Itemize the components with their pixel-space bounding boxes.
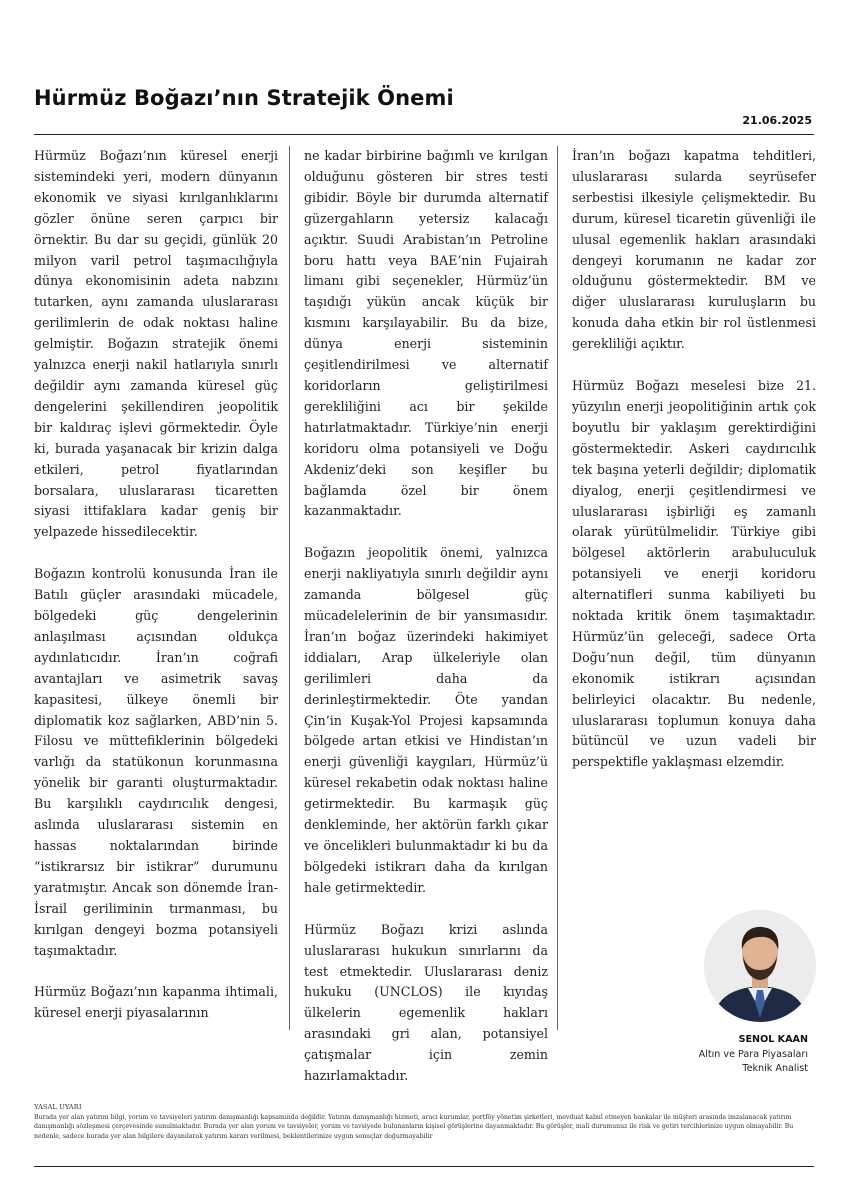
column-divider: [557, 146, 558, 1030]
article-title: Hürmüz Boğazı’nın Stratejik Önemi: [34, 86, 454, 110]
footer-divider: [34, 1166, 814, 1167]
paragraph: Hürmüz Boğazı meselesi bize 21. yüzyılın enerji jeopolitiğinin artık çok boyutlu bir yaklaşım gerektirdiğini göstermektedir. Askeri caydırıcılık tek başına yeterli değildir; diplomatik diyalog, enerji çeşitlendirmesi ve uluslararası işbirliği eş zamanlı olarak yürütülmelidir. Türkiye gibi bölgesel aktörlerin arabuluculuk potansiyeli ve enerji koridoru alternatifleri sunma kabiliyeti bu noktada kritik önem taşımaktadır. Hürmüz’ün geleceği, sadece Orta Doğu’nun değil, tüm dünyanın ekonomik istikrarı açısından belirleyici olacaktır. Bu nedenle, uluslararası toplumun konuya daha bütüncül ve uzun vadeli bir perspektifle yaklaşması elzemdir.: [572, 378, 816, 770]
header-divider: [34, 134, 814, 135]
disclaimer-title: YASAL UYARI: [34, 1103, 82, 1111]
article-date: 21.06.2025: [742, 114, 812, 127]
text-column-1: [34, 146, 278, 1024]
disclaimer-text: Burada yer alan yatırım bilgi, yorum ve tavsiyeleri yatırım danışmanlığı kapsamında değildir. Yatırım danışmanlığı hizmeti, aracı kurumlar, portföy yönetim şirketleri, mevduat kabul etmeyen bankalar ile müşteri arasında imzalanacak yatırım danışmanlığı sözleşmesi çerçevesinde sunulmaktadır. Burada yer alan yorum ve tavsiyeler, yorum ve tavsiyede bulunanların kişisel görüşlerine dayanmaktadır. Bu görüşler, mali durumunuz ile risk ve getiri tercihlerinize uygun olmayabilir. Bu nedenle, sadece burada yer alan bilgilere dayanılarak yatırım kararı verilmesi, beklentilerinize uygun sonuçlar doğurmayabilir: [34, 1114, 794, 1140]
paragraph: Hürmüz Boğazı krizi aslında uluslararası hukukun sınırlarını da test etmektedir. Uluslararası deniz hukuku (UNCLOS) ile kıyıdaş ülkelerin egemenlik hakları arasındaki gri alan, potansiyel çatışmalar için zemin hazırlamaktadır.: [304, 921, 548, 1084]
author-portrait-illustration: [704, 910, 816, 1022]
author-role: [699, 1048, 808, 1075]
paragraph: Boğazın kontrolü konusunda İran ile Batılı güçler arasındaki mücadele, bölgedeki güç dengelerinin anlaşılması açısından oldukça aydınlatıcıdır. İran’ın coğrafi avantajları ve asimetrik savaş kapasitesi, ülkeye önemli bir diplomatik koz sağlarken, ABD’nin 5. Filosu ve müttefiklerinin bölgedeki varlığı da statükonun korunmasına yönelik bir garanti oluşturmaktadır. Bu karşılıklı caydırıcılık dengesi, aslında uluslararası sistemin en hassas noktalarından birinde “istikrarsız bir istikrar” durumunu yaratmıştır. Ancak son dönemde İran-İsrail geriliminin tırmanması, bu kırılgan dengeyi bozma potansiyeli taşımaktadır.: [34, 566, 278, 958]
author-portrait-icon: [704, 910, 816, 1022]
text-column-3: [572, 146, 816, 773]
paragraph: İran’ın boğazı kapatma tehditleri, uluslararası sularda seyrüsefer serbestisi ilkesiyle çelişmektedir. Bu durum, küresel ticaretin güvenliği ile ulusal egemenlik hakları arasındaki dengeyi korumanın ne kadar zor olduğunu göstermektedir. BM ve diğer uluslararası kuruluşların bu konuda daha etkin bir rol üstlenmesi gerekliliği açıktır.: [572, 148, 816, 352]
paragraph: Boğazın jeopolitik önemi, yalnızca enerji nakliyatıyla sınırlı değildir aynı zamanda bölgesel güç mücadelelerinin de bir yansımasıdır. İran’ın boğaz üzerindeki hakimiyet iddiaları, Arap ülkeleriyle olan gerilimleri daha da derinleştirmektedir. Öte yandan Çin’in Kuşak-Yol Projesi kapsamında bölgede artan etkisi ve Hindistan’ın enerji güvenliği kaygıları, Hürmüz’ü küresel rekabetin odak noktası haline getirmektedir. Bu karmaşık güç denkleminde, her aktörün farklı çıkar ve öncelikleri bulunmaktadır ki bu da bölgedeki istikrarı daha da kırılgan hale getirmektedir.: [304, 545, 548, 895]
column-divider: [289, 146, 290, 1030]
author-role-line: Teknik Analist: [742, 1062, 808, 1074]
author-name: SENOL KAAN: [738, 1034, 808, 1045]
text-column-2: [304, 146, 548, 1087]
paragraph: Hürmüz Boğazı’nın küresel enerji sistemindeki yeri, modern dünyanın ekonomik ve siyasi kırılganlıklarını gözler önüne seren çarpıcı bir örnektir. Bu dar su geçidi, günlük 20 milyon varil petrol taşımacılığıyla dünya ekonomisinin adeta nabzını tutarken, aynı zamanda uluslararası gerilimlerin de odak noktası haline gelmiştir. Boğazın stratejik önemi yalnızca enerji nakil hatlarıyla sınırlı değildir aynı zamanda küresel güç dengelerini şekillendiren jeopolitik bir kaldıraç işlevi görmektedir. Öyle ki, burada yaşanacak bir krizin dalga etkileri, petrol fiyatlarından borsalara, uluslararası ticaretten siyasi ittifaklara kadar geniş bir yelpazede hissedilecektir.: [34, 148, 278, 540]
paragraph: Hürmüz Boğazı’nın kapanma ihtimali, küresel enerji piyasalarının: [34, 984, 278, 1021]
paragraph: ne kadar birbirine bağımlı ve kırılgan olduğunu gösteren bir stres testi gibidir. Böyle bir durumda alternatif güzergahların yetersiz kalacağı açıktır. Suudi Arabistan’ın Petroline boru hattı veya BAE’nin Fujairah limanı gibi seçenekler, Hürmüz’ün taşıdığı yükün ancak küçük bir kısmını karşılayabilir. Bu da bize, dünya enerji sisteminin çeşitlendirilmesi ve alternatif koridorların geliştirilmesi gerekliliğini acı bir şekilde hatırlatmaktadır. Türkiye’nin enerji koridoru olma potansiyeli ve Doğu Akdeniz’deki son keşifler bu bağlamda özel bir önem kazanmaktadır.: [304, 148, 548, 519]
author-role-line: Altın ve Para Piyasaları: [698, 1049, 808, 1060]
